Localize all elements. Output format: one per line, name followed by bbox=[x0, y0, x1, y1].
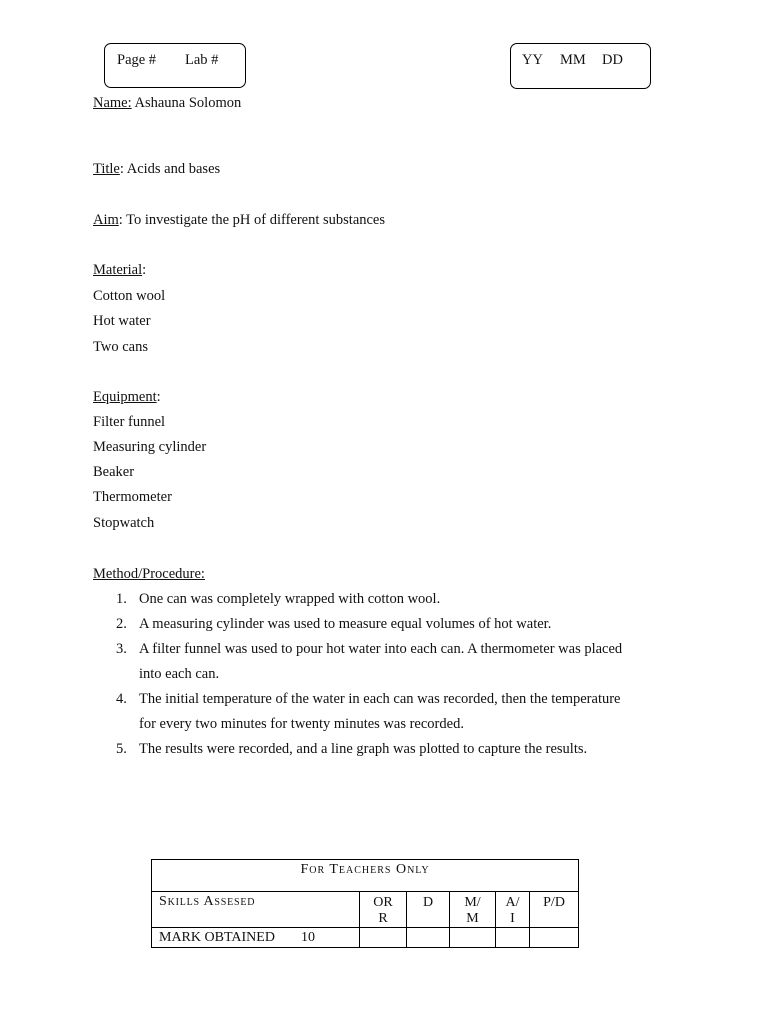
criterion-label: A/ bbox=[505, 895, 520, 910]
step-number: 4. bbox=[116, 691, 127, 707]
page-lab-box bbox=[104, 43, 246, 88]
name-label: Name: bbox=[93, 95, 132, 111]
page-number-label: Page # bbox=[117, 52, 157, 68]
lab-number-label: Lab # bbox=[185, 52, 219, 68]
equipment-heading bbox=[93, 389, 161, 406]
date-dd-label: DD bbox=[602, 52, 623, 68]
criterion-label: D bbox=[422, 895, 434, 910]
method-heading: Method/Procedure: bbox=[93, 566, 205, 582]
aim-line bbox=[93, 212, 385, 229]
date-yy-label: YY bbox=[522, 52, 543, 68]
name-line bbox=[93, 95, 241, 112]
criterion-label: M/ bbox=[464, 895, 481, 910]
criterion-label: P/D bbox=[543, 895, 565, 910]
step-number: 1. bbox=[116, 591, 127, 607]
material-colon: : bbox=[142, 262, 147, 278]
teachers-assessment-table bbox=[151, 859, 579, 948]
mark-obtained-cell bbox=[152, 928, 360, 948]
title-label: Title bbox=[93, 161, 120, 177]
material-item: Cotton wool bbox=[93, 288, 166, 304]
equipment-item: Stopwatch bbox=[93, 515, 155, 531]
equipment-label: Equipment bbox=[93, 389, 157, 405]
aim-label: Aim bbox=[93, 212, 119, 228]
mark-cell[interactable] bbox=[496, 928, 530, 948]
step-number: 3. bbox=[116, 641, 127, 657]
aim-value: : To investigate the pH of different substances bbox=[118, 212, 386, 228]
step-text: The results were recorded, and a line graph was plotted to capture the results. bbox=[139, 741, 588, 757]
equipment-item: Thermometer bbox=[93, 489, 172, 505]
criterion-label-continued: R bbox=[378, 911, 388, 926]
mark-obtained-value: 10 bbox=[300, 930, 315, 945]
criterion-cell bbox=[530, 892, 579, 928]
material-item: Hot water bbox=[93, 313, 151, 329]
material-label: Material bbox=[93, 262, 143, 278]
title-value: : Acids and bases bbox=[119, 161, 221, 177]
step-text-continued: for every two minutes for twenty minutes was recorded. bbox=[139, 716, 464, 732]
mark-obtained-label: MARK OBTAINED bbox=[159, 930, 275, 945]
step-text: A measuring cylinder was used to measure equal volumes of hot water. bbox=[139, 616, 552, 632]
step-number: 2. bbox=[116, 616, 127, 632]
mark-cell[interactable] bbox=[360, 928, 407, 948]
criterion-label-continued: M bbox=[466, 911, 479, 926]
criterion-cell bbox=[450, 892, 496, 928]
step-text: The initial temperature of the water in each can was recorded, then the temperature bbox=[139, 691, 621, 707]
criterion-cell bbox=[496, 892, 530, 928]
date-box bbox=[510, 43, 651, 89]
date-mm-label: MM bbox=[560, 52, 586, 68]
title-line bbox=[93, 161, 220, 178]
criterion-label-continued: I bbox=[510, 911, 515, 926]
mark-cell[interactable] bbox=[450, 928, 496, 948]
equipment-item: Filter funnel bbox=[93, 414, 166, 430]
skills-assessed-label: Skills Assesed bbox=[152, 892, 360, 928]
step-text: A filter funnel was used to pour hot water into each can. A thermometer was placed bbox=[139, 641, 623, 657]
criterion-cell bbox=[360, 892, 407, 928]
mark-cell[interactable] bbox=[530, 928, 579, 948]
material-item: Two cans bbox=[93, 339, 148, 355]
equipment-colon: : bbox=[156, 389, 161, 405]
teachers-table-header: For Teachers Only bbox=[152, 860, 579, 892]
equipment-item: Measuring cylinder bbox=[93, 439, 207, 455]
criterion-cell bbox=[407, 892, 450, 928]
step-text: One can was completely wrapped with cotton wool. bbox=[139, 591, 441, 607]
step-text-continued: into each can. bbox=[139, 666, 220, 682]
name-value: Ashauna Solomon bbox=[134, 95, 242, 111]
material-heading bbox=[93, 262, 146, 279]
criterion-label: OR bbox=[373, 895, 393, 910]
step-number: 5. bbox=[116, 741, 127, 757]
mark-cell[interactable] bbox=[407, 928, 450, 948]
equipment-item: Beaker bbox=[93, 464, 135, 480]
